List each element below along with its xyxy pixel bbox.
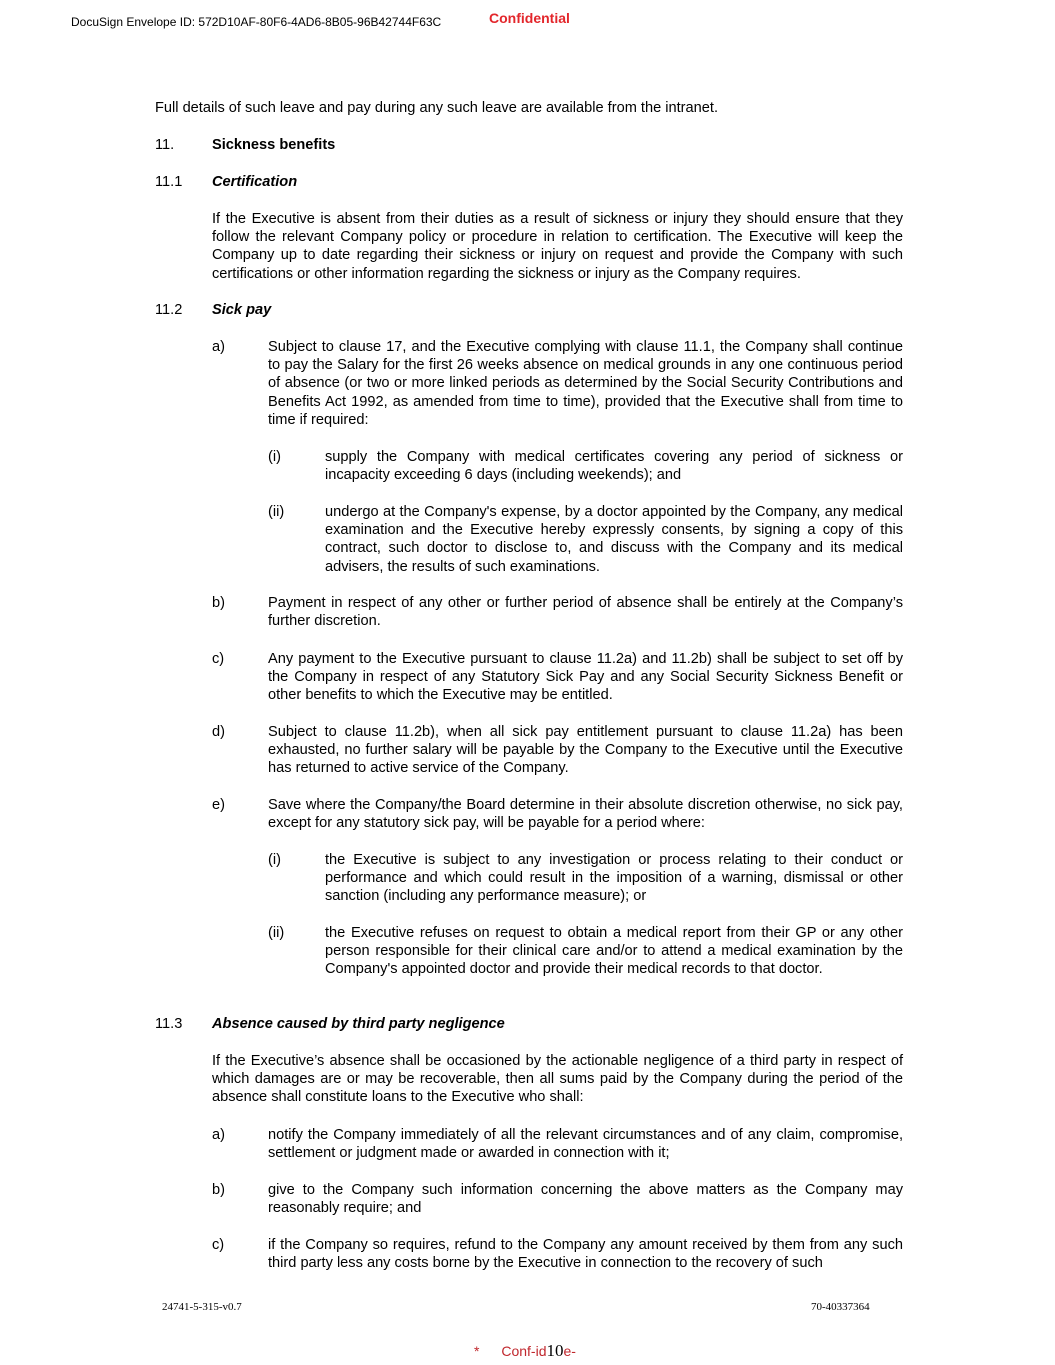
clause-e-i-text: the Executive is subject to any investigation or process relating to their conduct or performance and which could result in the imposition of a warning, dismissal or other sanction (including any performance measure); or bbox=[325, 852, 903, 905]
clause-3b-label: b) bbox=[212, 1182, 225, 1198]
clause-c-label: c) bbox=[212, 651, 225, 667]
clause-d-text: Subject to clause 11.2b), when all sick pay entitlement pursuant to clause 11.2a) has been exhausted, no further salary will be payable by the Company to the Executive until the Executive has returned to active service of the Company. bbox=[268, 724, 903, 777]
footer-doc-ref: 24741-5-315-v0.7 bbox=[162, 1301, 242, 1313]
intro-paragraph: Full details of such leave and pay during any such leave are available from the intranet. bbox=[155, 100, 718, 116]
clause-3a-label: a) bbox=[212, 1127, 225, 1143]
clause-e-i-label: (i) bbox=[268, 852, 281, 868]
section-11-3-number: 11.3 bbox=[155, 1016, 183, 1032]
section-11-2-title: Sick pay bbox=[212, 302, 272, 318]
clause-e-label: e) bbox=[212, 797, 225, 813]
clause-3a-text: notify the Company immediately of all the relevant circumstances and of any claim, compromise, settlement or judgment made or awarded in connection with it; bbox=[268, 1127, 903, 1162]
clause-a-i-text: supply the Company with medical certificates covering any period of sickness or incapacity exceeding 6 days (including weekends); and bbox=[325, 449, 903, 484]
footer-doc-number: 70-40337364 bbox=[811, 1301, 870, 1313]
clause-a-label: a) bbox=[212, 339, 225, 355]
footer-conf-text: Conf-id bbox=[501, 1343, 547, 1359]
clause-3c-label: c) bbox=[212, 1237, 225, 1253]
confidential-label: Confidential bbox=[489, 10, 570, 26]
section-11-title: Sickness benefits bbox=[212, 137, 336, 153]
clause-3b-text: give to the Company such information concerning the above matters as the Company may reasonably require; and bbox=[268, 1182, 903, 1217]
footer-star: * bbox=[474, 1343, 480, 1359]
clause-3c-text: if the Company so requires, refund to the Company any amount received by them from any such third party less any costs borne by the Executive in connection to the recovery of such bbox=[268, 1237, 903, 1272]
envelope-id: DocuSign Envelope ID: 572D10AF-80F6-4AD6-8B05-96B42744F63C bbox=[71, 15, 442, 29]
section-11-1-text: If the Executive is absent from their duties as a result of sickness or injury they should ensure that they follow the relevant Company policy or procedure in relation to certification. The Executive will keep the Company up to date regarding their sickness or injury on request and provide the Company with such certifications or other information regarding the sickness or injury as the Company requires. bbox=[212, 211, 903, 282]
clause-b-label: b) bbox=[212, 595, 225, 611]
section-11-number: 11. bbox=[155, 137, 175, 153]
section-11-1-title: Certification bbox=[212, 174, 298, 190]
clause-c-text: Any payment to the Executive pursuant to clause 11.2a) and 11.2b) shall be subject to set off by the Company in respect of any Statutory Sick Pay and any Social Security Sickness Benefit or other benefits to which the Executive may be entitled. bbox=[268, 651, 903, 704]
clause-a-i-label: (i) bbox=[268, 449, 281, 465]
section-11-2-number: 11.2 bbox=[155, 302, 183, 318]
footer-confidential-mark bbox=[474, 1341, 576, 1361]
section-11-3-title: Absence caused by third party negligence bbox=[212, 1016, 505, 1032]
section-11-3-text: If the Executive’s absence shall be occasioned by the actionable negligence of a third party in respect of which damages are or may be recoverable, then all sums paid by the Company during the period of the absence shall constitute loans to the Executive who shall: bbox=[212, 1053, 903, 1106]
clause-a-ii-text: undergo at the Company's expense, by a doctor appointed by the Company, any medical examination and the Executive hereby expressly consents, by signing a copy of this contract, such doctor to disclose to, and discuss with the Company and its medical advisers, the results of such examinations. bbox=[325, 504, 903, 575]
clause-d-label: d) bbox=[212, 724, 225, 740]
clause-e-text: Save where the Company/the Board determine in their absolute discretion otherwise, no sick pay, except for any statutory sick pay, will be payable for a period where: bbox=[268, 797, 903, 832]
clause-e-ii-text: the Executive refuses on request to obtain a medical report from their GP or any other person responsible for their clinical care and/or to attend a medical examination by the Company's appointed doctor and provide their medical records to that doctor. bbox=[325, 925, 903, 978]
clause-e-ii-label: (ii) bbox=[268, 925, 285, 941]
clause-a-text: Subject to clause 17, and the Executive complying with clause 11.1, the Company shall continue to pay the Salary for the first 26 weeks absence on medical grounds in any one continuous period of absence (or two or more linked periods as determined by the Social Security Contributions and Benefits Act 1992, as amended from time to time), provided that the Executive shall from time to time if required: bbox=[268, 339, 903, 428]
footer-conf-tail: e- bbox=[563, 1343, 576, 1359]
page-number: 10 bbox=[546, 1341, 564, 1360]
section-11-1-number: 11.1 bbox=[155, 174, 183, 190]
clause-b-text: Payment in respect of any other or further period of absence shall be entirely at the Company’s further discretion. bbox=[268, 595, 903, 630]
clause-a-ii-label: (ii) bbox=[268, 504, 285, 520]
